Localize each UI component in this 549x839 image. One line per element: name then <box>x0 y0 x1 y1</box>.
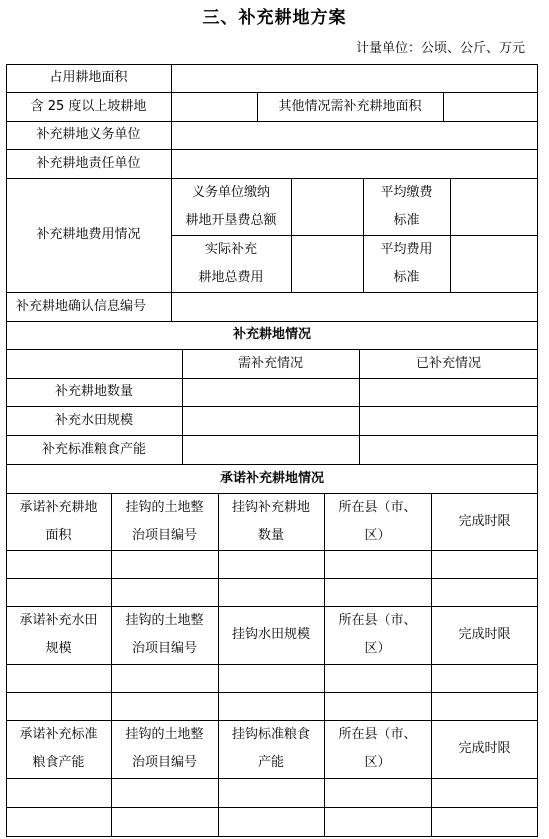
confirm-no-label: 补充耕地确认信息编号 <box>16 298 147 314</box>
commit-paddy-line2: 规模 <box>45 641 72 656</box>
project-no-line2: 治项目编号 <box>131 755 197 770</box>
supplement-plan-table <box>6 64 538 837</box>
county-line2: 区） <box>364 755 391 770</box>
commit-header: 承诺补充耕地情况 <box>219 470 324 486</box>
project-no-line1: 挂钩的土地整 <box>125 727 204 742</box>
project-no-line1: 挂钩的土地整 <box>125 613 204 628</box>
linked-quantity-line1: 挂钩补充耕地 <box>231 499 310 515</box>
table-rule <box>6 550 538 551</box>
commit-area-line2: 面积 <box>45 527 72 543</box>
commit-grain-line1: 承诺补充标准 <box>19 727 98 742</box>
avg-fee-line1: 平均缴费 <box>380 184 433 200</box>
linked-grain-label <box>218 720 324 778</box>
project-no-label <box>111 606 218 664</box>
deadline-label: 完成时限 <box>458 627 511 642</box>
project-no-label <box>111 493 218 550</box>
commit-area-label <box>6 493 111 550</box>
table-rule <box>450 178 451 292</box>
avg-fee-line2: 标准 <box>393 212 420 228</box>
need-column-header: 需补充情况 <box>237 355 303 371</box>
avg-fee-label <box>363 178 450 235</box>
quantity-label: 补充耕地数量 <box>54 384 133 399</box>
project-no-line1: 挂钩的土地整 <box>125 499 204 515</box>
project-no-label <box>111 720 218 778</box>
occupied-area-label: 占用耕地面积 <box>49 70 128 85</box>
commit-grain-line2: 粮食产能 <box>32 755 85 770</box>
paddy-label: 补充水田规模 <box>54 412 133 428</box>
commit-paddy-label <box>6 606 111 664</box>
project-no-line2: 治项目编号 <box>131 641 197 656</box>
other-area-label: 其他情况需补充耕地面积 <box>278 98 422 114</box>
linked-grain-line1: 挂钩标准粮食 <box>231 727 310 742</box>
actual-cost-line1: 实际补充 <box>204 241 257 257</box>
measurement-unit: 计量单位：公顷、公斤、万元 <box>355 41 525 56</box>
table-rule <box>6 778 538 779</box>
county-line1: 所在县（市、 <box>338 727 417 742</box>
table-rule <box>6 692 538 693</box>
county-label <box>324 493 431 550</box>
county-label <box>324 720 431 778</box>
commit-grain-label <box>6 720 111 778</box>
done-column-header: 已补充情况 <box>415 355 481 371</box>
commit-area-line1: 承诺补充耕地 <box>19 499 98 515</box>
table-rule <box>443 92 444 121</box>
table-rule <box>6 807 538 808</box>
obligation-unit-label: 补充耕地义务单位 <box>36 127 141 142</box>
fee-status-label: 补充耕地费用情况 <box>36 227 141 242</box>
fee-total-label <box>171 178 291 235</box>
linked-quantity-line2: 数量 <box>257 527 284 543</box>
linked-grain-line2: 产能 <box>257 755 284 770</box>
county-line2: 区） <box>364 641 391 656</box>
supplement-header: 补充耕地情况 <box>232 327 311 342</box>
fee-total-line1: 义务单位缴纳 <box>191 184 270 200</box>
county-label <box>324 606 431 664</box>
avg-cost-label <box>363 235 450 292</box>
commit-paddy-line1: 承诺补充水田 <box>19 613 98 628</box>
table-rule <box>6 836 538 837</box>
table-rule <box>291 178 292 292</box>
table-rule <box>6 664 538 665</box>
avg-cost-line1: 平均费用 <box>380 241 433 257</box>
county-line2: 区） <box>364 527 391 543</box>
deadline-label: 完成时限 <box>458 513 511 529</box>
deadline-label: 完成时限 <box>458 741 511 756</box>
fee-total-line2: 耕地开垦费总额 <box>185 212 277 228</box>
linked-quantity-label <box>218 493 324 550</box>
slope-land-label: 含 25 度以上坡耕地 <box>30 98 147 114</box>
responsible-unit-label: 补充耕地责任单位 <box>36 155 141 171</box>
county-line1: 所在县（市、 <box>338 613 417 628</box>
actual-cost-line2: 耕地总费用 <box>198 269 264 285</box>
avg-cost-line2: 标准 <box>393 269 420 285</box>
linked-paddy-label: 挂钩水田规模 <box>231 627 310 642</box>
county-line1: 所在县（市、 <box>338 499 417 515</box>
grain-label: 补充标准粮食产能 <box>41 441 146 457</box>
project-no-line2: 治项目编号 <box>131 527 197 543</box>
actual-cost-label <box>171 235 291 292</box>
table-rule <box>6 578 538 579</box>
page-title: 三、补充耕地方案 <box>202 8 347 28</box>
